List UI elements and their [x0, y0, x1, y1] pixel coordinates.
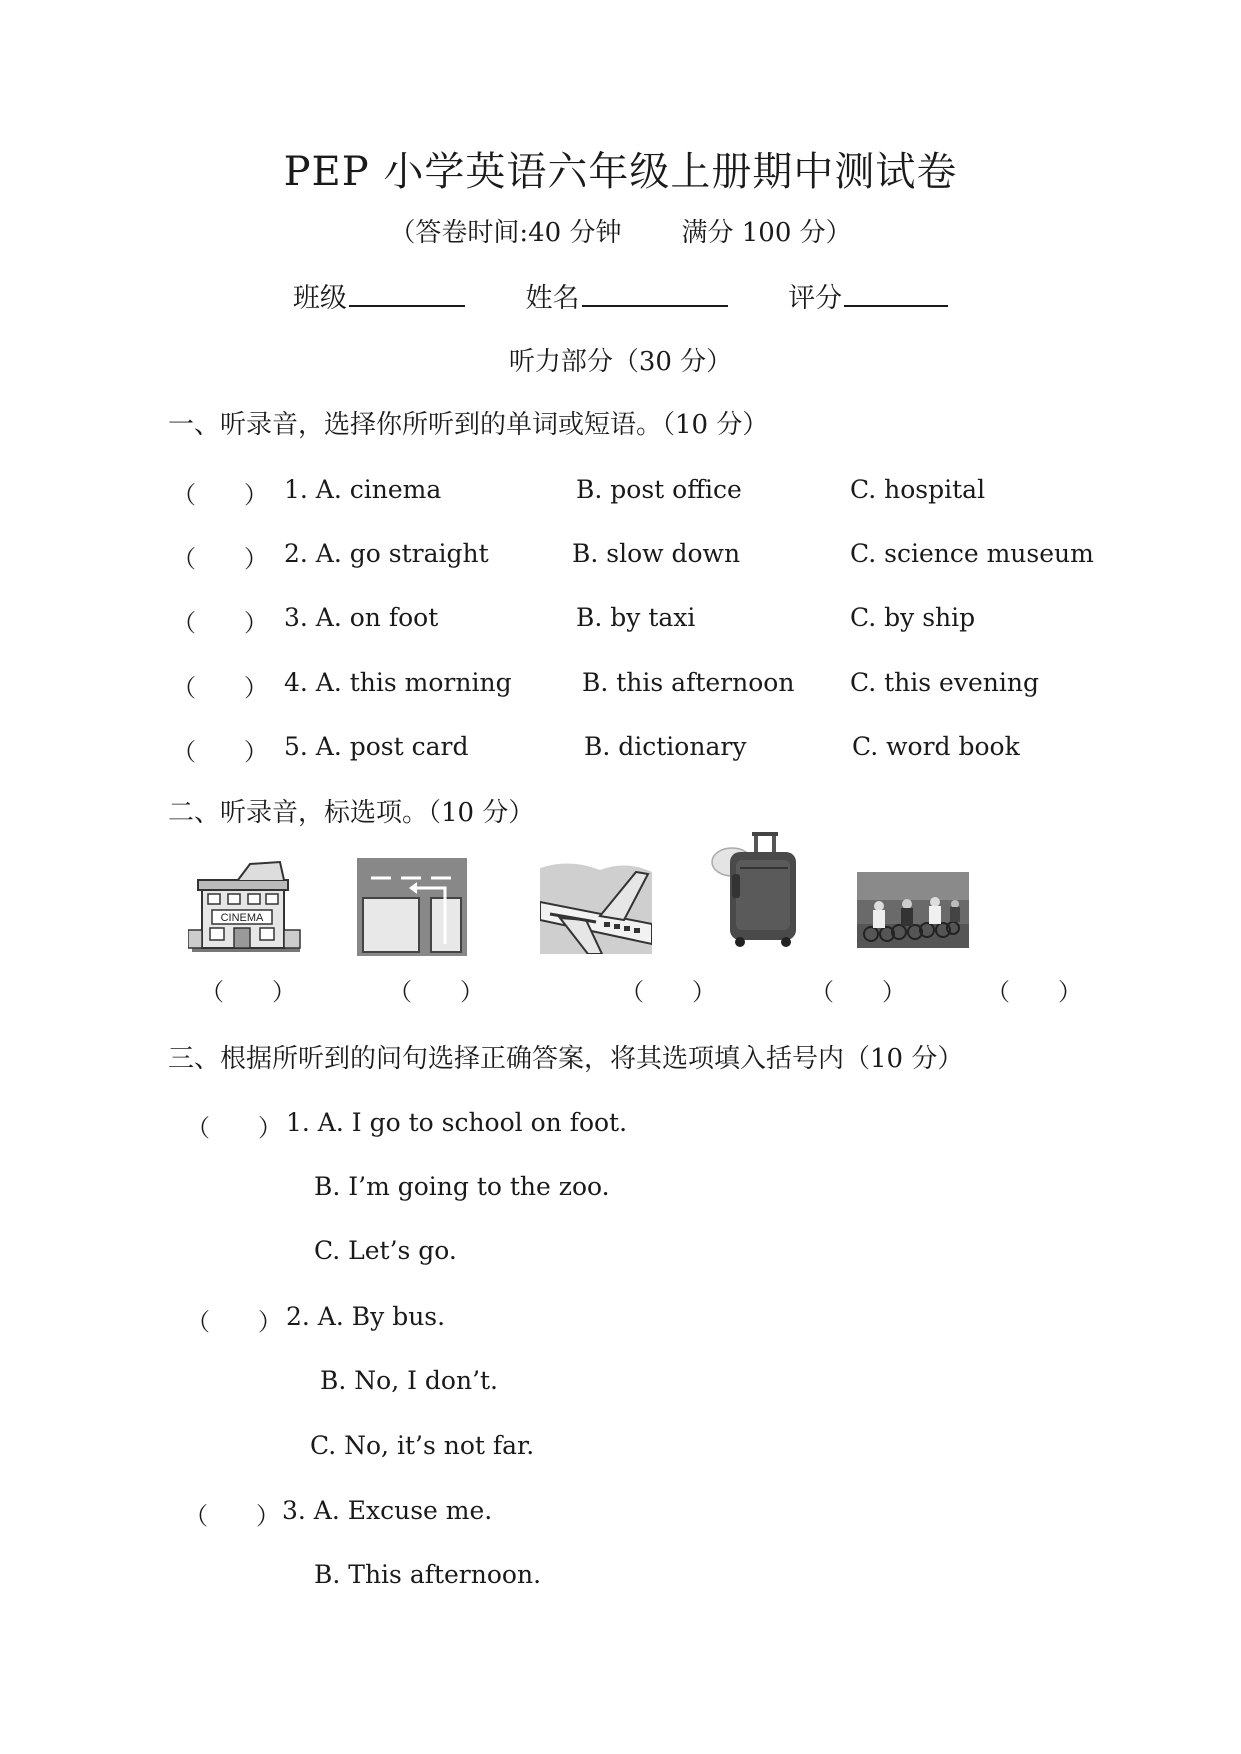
name-field[interactable]: 姓名 [526, 276, 728, 315]
option-c: C. this evening [850, 668, 1039, 697]
answer-bracket[interactable]: （ ） [172, 738, 268, 766]
exam-full-score: 满分 100 分） [681, 218, 852, 248]
score-field[interactable]: 评分 [788, 276, 948, 315]
class-field[interactable]: 班级 [293, 276, 465, 315]
option-a: 2. A. By bus. [286, 1302, 446, 1331]
option-a: 5. A. post card [284, 732, 469, 761]
option-a: 3. A. on foot [284, 603, 439, 632]
option-c: C. hospital [850, 475, 986, 504]
option-b: B. No, I don’t. [320, 1366, 499, 1395]
cyclists-image [857, 872, 969, 948]
option-b: B. dictionary [584, 732, 747, 761]
option-b: B. slow down [572, 539, 741, 568]
answer-bracket[interactable]: （ ） [172, 545, 268, 573]
student-info [0, 276, 1241, 315]
section3-title: 三、根据所听到的问句选择正确答案，将其选项填入括号内（10 分） [168, 1044, 964, 1074]
answer-bracket[interactable]: （ ） [172, 674, 268, 702]
option-b: B. by taxi [576, 603, 696, 632]
option-a: 3. A. Excuse me. [282, 1496, 493, 1525]
option-b: B. This afternoon. [314, 1560, 542, 1589]
answer-bracket[interactable]: （ ） [184, 1502, 280, 1530]
option-b: B. this afternoon [582, 668, 795, 697]
picture-answer-bracket[interactable]: （ ） [620, 978, 716, 1006]
section2-title: 二、听录音，标选项。（10 分） [168, 798, 535, 828]
page-title: PEP 小学英语六年级上册期中测试卷 [283, 149, 958, 195]
cinema-sign-text: CINEMA [220, 912, 264, 924]
option-a: 1. A. cinema [284, 475, 442, 504]
exam-subtitle [0, 212, 1241, 249]
option-c: C. No, it’s not far. [310, 1431, 535, 1460]
option-c: C. science museum [850, 539, 1094, 568]
option-a: 2. A. go straight [284, 539, 489, 568]
picture-answer-bracket[interactable]: （ ） [986, 978, 1082, 1006]
option-a: 1. A. I go to school on foot. [286, 1108, 628, 1137]
picture-answer-bracket[interactable]: （ ） [810, 978, 906, 1006]
option-a: 4. A. this morning [284, 668, 512, 697]
answer-bracket[interactable]: （ ） [186, 1114, 282, 1142]
exam-time: （答卷时间:40 分钟 [389, 218, 622, 248]
answer-bracket[interactable]: （ ） [172, 481, 268, 509]
picture-answer-bracket[interactable]: （ ） [388, 978, 484, 1006]
option-b: B. I’m going to the zoo. [314, 1172, 610, 1201]
answer-bracket[interactable]: （ ） [172, 609, 268, 637]
cinema-building-image [188, 858, 304, 954]
option-c: C. by ship [850, 603, 976, 632]
listening-part-heading: 听力部分（30 分） [508, 347, 733, 377]
airplane-image [540, 858, 652, 954]
option-b: B. post office [576, 475, 742, 504]
option-c: C. word book [852, 732, 1020, 761]
answer-bracket[interactable]: （ ） [186, 1308, 282, 1336]
suitcase-image [710, 832, 802, 950]
option-c: C. Let’s go. [314, 1236, 457, 1265]
picture-answer-bracket[interactable]: （ ） [200, 978, 296, 1006]
section1-title: 一、听录音，选择你所听到的单词或短语。（10 分） [168, 410, 769, 440]
road-turn-image [357, 858, 467, 956]
